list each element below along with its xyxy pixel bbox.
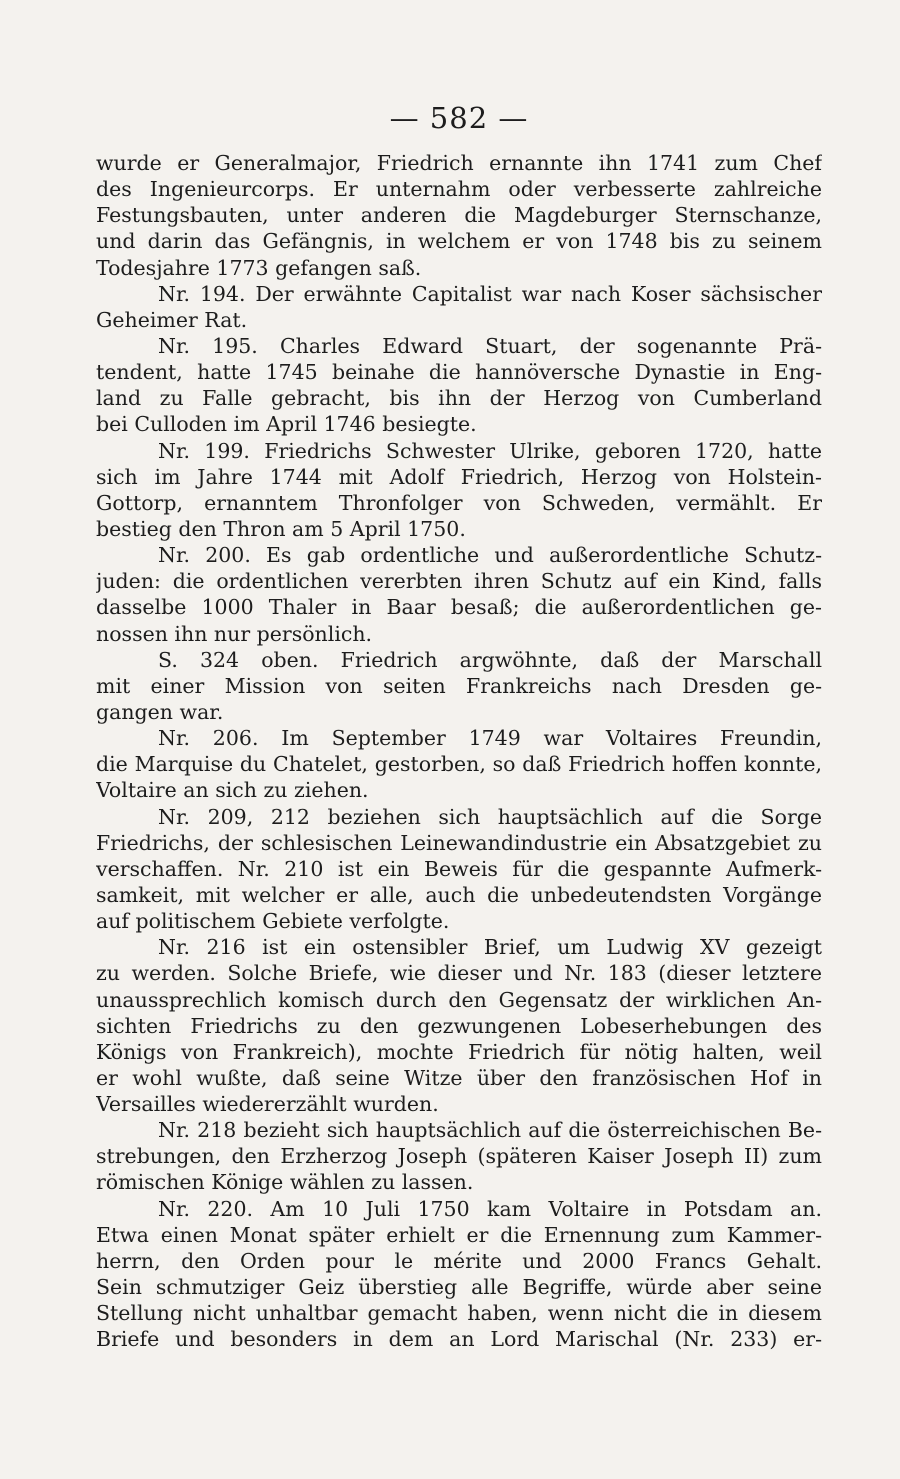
paragraph-start-line: Nr. 218 bezieht sich hauptsächlich auf die österreichischen Be- xyxy=(158,1118,822,1143)
text-line: bei Culloden im April 1746 besiegte. xyxy=(96,412,477,437)
text-line: Stellung nicht unhaltbar gemacht haben, wenn nicht die in diesem xyxy=(96,1301,822,1326)
text-line: wurde er Generalmajor, Friedrich ernannte ihn 1741 zum Chef xyxy=(96,151,822,175)
text-line: bestieg den Thron am 5 April 1750. xyxy=(96,516,466,541)
text-line: Sein schmutziger Geiz überstieg alle Begriffe, würde aber seine xyxy=(96,1275,822,1300)
text-line: dasselbe 1000 Thaler in Baar besaß; die außerordentlichen ge- xyxy=(96,595,822,620)
text-line: tendent, hatte 1745 beinahe die hannöversche Dynastie in Eng- xyxy=(96,360,822,385)
text-line: sich im Jahre 1744 mit Adolf Friedrich, Herzog von Holstein- xyxy=(96,464,822,489)
paragraph-start-line: Nr. 200. Es gab ordentliche und außerordentliche Schutz- xyxy=(158,543,822,568)
text-line: Gottorp, ernanntem Thronfolger von Schweden, vermählt. Er xyxy=(96,490,822,515)
text-line: Voltaire an sich zu ziehen. xyxy=(96,778,369,803)
paragraph-start-line: S. 324 oben. Friedrich argwöhnte, daß der Marschall xyxy=(158,647,822,672)
text-line: und darin das Gefängnis, in welchem er von 1748 bis zu seinem xyxy=(96,229,822,254)
book-page xyxy=(96,98,822,1352)
page-number: — 582 — xyxy=(389,101,529,135)
text-line: Etwa einen Monat später erhielt er die Ernennung zum Kammer- xyxy=(96,1222,822,1247)
text-line: strebungen, den Erzherzog Joseph (späteren Kaiser Joseph II) zum xyxy=(96,1144,822,1169)
paragraph-start-line: Nr. 216 ist ein ostensibler Brief, um Ludwig XV gezeigt xyxy=(158,935,822,960)
text-line: die Marquise du Chatelet, gestorben, so daß Friedrich hoffen konnte, xyxy=(96,752,822,777)
paragraph-start-line: Nr. 209, 212 beziehen sich hauptsächlich auf die Sorge xyxy=(158,804,822,829)
paragraph-start-line: Nr. 199. Friedrichs Schwester Ulrike, geboren 1720, hatte xyxy=(158,438,822,463)
text-line: Versailles wiedererzählt wurden. xyxy=(96,1092,439,1117)
text-line: Festungsbauten, unter anderen die Magdeburger Sternschanze, xyxy=(96,203,822,228)
text-line: des Ingenieurcorps. Er unternahm oder verbesserte zahlreiche xyxy=(96,177,822,202)
paragraph-start-line: Nr. 220. Am 10 Juli 1750 kam Voltaire in Potsdam an. xyxy=(158,1196,822,1221)
text-line: nossen ihn nur persönlich. xyxy=(96,621,373,646)
text-line: verschaffen. Nr. 210 ist ein Beweis für die gespannte Aufmerk- xyxy=(96,856,822,881)
text-line: zu werden. Solche Briefe, wie dieser und Nr. 183 (dieser letztere xyxy=(96,961,822,986)
text-line: römischen Könige wählen zu lassen. xyxy=(96,1170,474,1195)
text-line: auf politischem Gebiete verfolgte. xyxy=(96,909,450,934)
text-line: Todesjahre 1773 gefangen saß. xyxy=(96,255,422,280)
text-line: mit einer Mission von seiten Frankreichs nach Dresden ge- xyxy=(96,673,822,698)
paragraph-start-line: Nr. 195. Charles Edward Stuart, der sogenannte Prä- xyxy=(158,333,822,358)
paragraph-start-line: Nr. 206. Im September 1749 war Voltaires Freundin, xyxy=(158,726,822,751)
body-text xyxy=(96,150,822,1352)
text-line: Geheimer Rat. xyxy=(96,307,248,332)
paragraph-start-line: Nr. 194. Der erwähnte Capitalist war nach Koser sächsischer xyxy=(158,281,822,306)
text-line: er wohl wußte, daß seine Witze über den französischen Hof in xyxy=(96,1065,822,1090)
text-line: gangen war. xyxy=(96,699,224,724)
text-line: herrn, den Orden pour le mérite und 2000 Francs Gehalt. xyxy=(96,1248,822,1273)
text-line: unaussprechlich komisch durch den Gegensatz der wirklichen An- xyxy=(96,987,822,1012)
text-line: Königs von Frankreich), mochte Friedrich für nötig halten, weil xyxy=(96,1039,822,1064)
text-line: juden: die ordentlichen vererbten ihren Schutz auf ein Kind, falls xyxy=(96,569,822,594)
text-line: sichten Friedrichs zu den gezwungenen Lobeserhebungen des xyxy=(96,1013,822,1038)
text-line: samkeit, mit welcher er alle, auch die unbedeutendsten Vorgänge xyxy=(96,882,822,907)
text-line: Friedrichs, der schlesischen Leinewandindustrie ein Absatzgebiet zu xyxy=(96,830,822,855)
text-line: land zu Falle gebracht, bis ihn der Herzog von Cumberland xyxy=(96,386,822,411)
text-line: Briefe und besonders in dem an Lord Marischal (Nr. 233) er- xyxy=(96,1327,822,1352)
